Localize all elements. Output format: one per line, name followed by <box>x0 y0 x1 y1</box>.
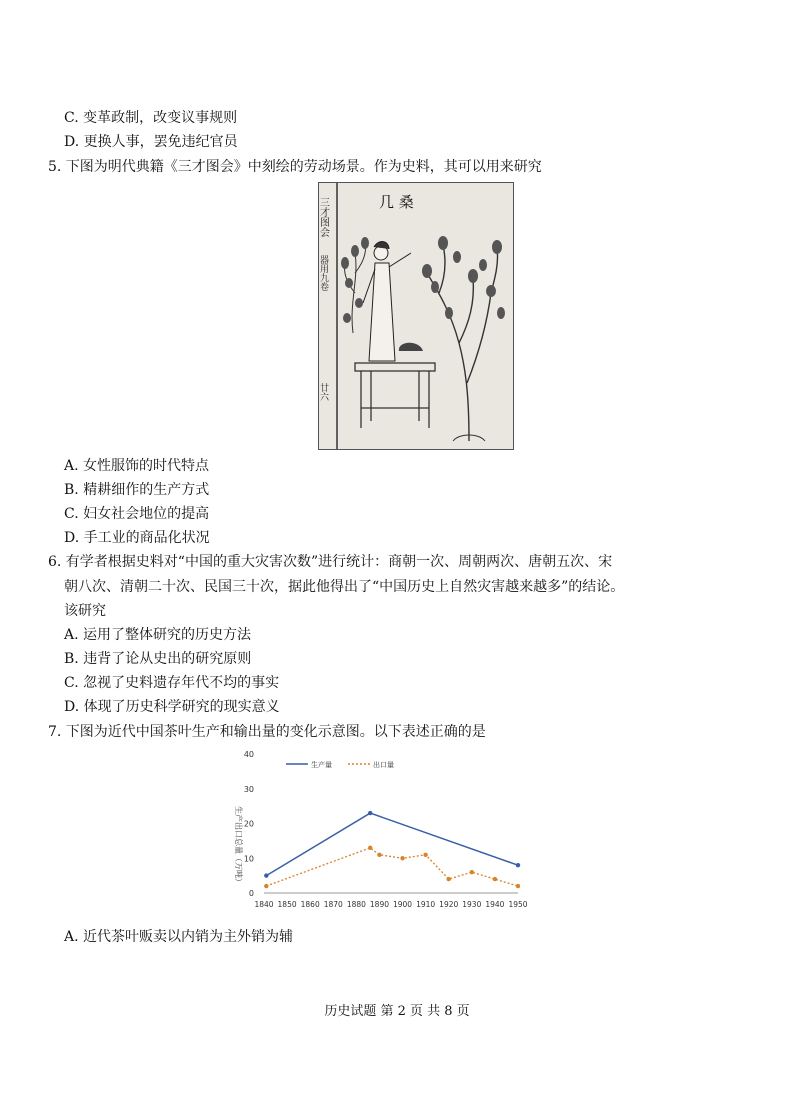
question-5: 5. 下图为明代典籍《三才图会》中刻绘的劳动场景。作为史料，其可以用来研究 <box>48 159 542 175</box>
x-tick-label: 1920 <box>439 900 459 909</box>
tea-chart-svg <box>228 746 528 916</box>
q5-option-d: D. 手工业的商品化状况 <box>64 530 210 546</box>
x-tick-label: 1950 <box>508 900 528 909</box>
x-tick-label: 1940 <box>485 900 505 909</box>
q6-option-d: D. 体现了历史科学研究的现实意义 <box>64 699 280 715</box>
x-tick-label: 1860 <box>300 900 320 909</box>
data-point <box>447 877 451 881</box>
data-point <box>423 853 427 857</box>
x-tick-label: 1900 <box>392 900 413 909</box>
data-point <box>368 846 372 850</box>
y-tick-label: 0 <box>248 889 254 898</box>
data-point <box>377 853 381 857</box>
q5-option-c: C. 妇女社会地位的提高 <box>64 506 210 522</box>
y-tick-label: 30 <box>243 784 254 794</box>
x-tick-label: 1930 <box>462 900 482 909</box>
legend-label-0: 生产量 <box>311 761 332 769</box>
q6-option-c: C. 忽视了史料遗存年代不均的事实 <box>64 675 280 691</box>
x-tick-label: 1850 <box>277 900 297 909</box>
y-tick-label: 10 <box>243 854 254 864</box>
x-tick-label: 1890 <box>369 900 390 909</box>
data-point <box>264 884 268 888</box>
x-tick-label: 1870 <box>323 900 343 909</box>
data-point <box>368 811 372 815</box>
side-label: 三才图会 <box>317 197 329 237</box>
data-point <box>493 877 497 881</box>
y-tick-label: 40 <box>243 750 254 759</box>
data-point <box>516 863 520 867</box>
data-point <box>516 884 520 888</box>
data-point <box>470 870 474 874</box>
page-footer: 历史试题 第 2 页 共 8 页 <box>324 1004 470 1019</box>
side-label-2: 器用九卷 <box>318 255 328 291</box>
woodcut-illustration <box>318 182 514 450</box>
q6-option-a: A. 运用了整体研究的历史方法 <box>64 627 252 643</box>
question-7: 7. 下图为近代中国茶叶生产和输出量的变化示意图。以下表述正确的是 <box>48 724 486 740</box>
question-6-line-3: 该研究 <box>64 603 106 619</box>
question-6-line-2: 朝八次、清朝二十次、民国三十次，据此他得出了“中国历史上自然灾害越来越多”的结论。 <box>64 579 625 595</box>
q6-option-b: B. 违背了论从史出的研究原则 <box>64 651 252 667</box>
q5-option-b: B. 精耕细作的生产方式 <box>64 482 210 498</box>
page-mark: 廿六 <box>318 383 328 401</box>
x-tick-label: 1880 <box>346 900 366 909</box>
question-6-line-1: 6. 有学者根据史料对“中国的重大灾害次数”进行统计：商朝一次、周朝两次、唐朝五次、宋 <box>48 554 613 570</box>
option-c-top: C. 变革政制，改变议事规则 <box>64 110 238 126</box>
data-point <box>264 873 268 877</box>
option-d-top: D. 更换人事，罢免违纪官员 <box>64 134 238 150</box>
y-axis-label: 生产出口总量（万吨） <box>234 806 243 886</box>
x-tick-label: 1840 <box>254 900 274 909</box>
woodcut-drawing <box>319 183 513 449</box>
x-tick-label: 1910 <box>416 900 436 909</box>
data-point <box>400 856 404 860</box>
series-line-0 <box>266 813 518 876</box>
tea-chart <box>228 746 528 916</box>
legend-label-1: 出口量 <box>373 761 394 769</box>
q5-option-a: A. 女性服饰的时代特点 <box>64 458 210 474</box>
q7-option-a: A. 近代茶叶贩卖以内销为主外销为辅 <box>64 929 294 945</box>
y-tick-label: 20 <box>243 819 254 829</box>
woodcut-header: 几 桑 <box>379 193 414 211</box>
